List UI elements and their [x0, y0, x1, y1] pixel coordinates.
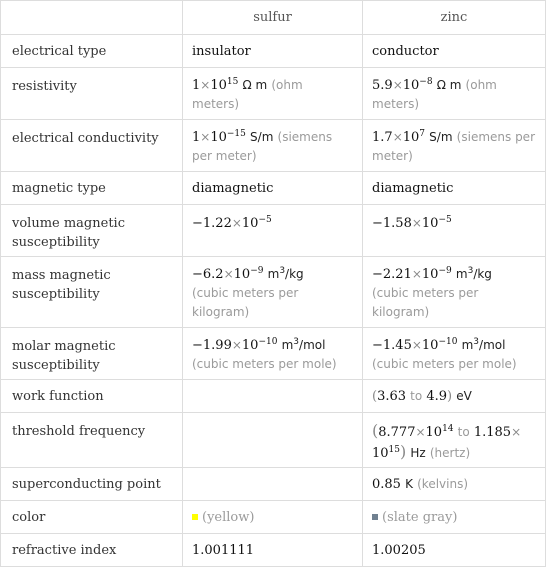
- sulfur-superconducting-point: [183, 468, 363, 501]
- value-unit: [268, 267, 304, 281]
- value-mantissa: −1.58: [372, 216, 412, 231]
- sulfur-threshold-frequency: [183, 413, 363, 468]
- range-to: to: [457, 425, 470, 439]
- unit-rest: /kg: [285, 267, 304, 281]
- close-paren: ): [447, 388, 453, 404]
- value-mantissa: 1: [192, 130, 201, 145]
- value-base: 10: [421, 216, 439, 231]
- color-swatch-icon: [192, 514, 198, 520]
- row-label: molar magnetic susceptibility: [1, 328, 183, 380]
- value-unit: [462, 338, 506, 352]
- unit-description: (cubic meters per mole): [192, 357, 337, 371]
- value-unit: Hz: [410, 446, 426, 460]
- row-label: work function: [1, 380, 183, 413]
- value-exponent: −5: [438, 215, 452, 225]
- times-sign: ×: [411, 338, 422, 352]
- value-number: 0.85: [372, 476, 401, 492]
- zinc-resistivity: [363, 68, 546, 120]
- unit-description: (ohm meters): [192, 78, 303, 111]
- zinc-refractive-index: 1.00205: [363, 534, 546, 567]
- value-unit: Ω m: [242, 78, 268, 92]
- value-exponent: −9: [250, 266, 264, 276]
- row-electrical-conductivity: [1, 120, 546, 172]
- value-base: 10: [210, 78, 227, 93]
- value-base: 10: [233, 267, 251, 282]
- unit-description: (siemens per meter): [372, 130, 535, 163]
- times-sign: ×: [392, 130, 403, 144]
- row-label: refractive index: [1, 534, 183, 567]
- value-exponent: −5: [258, 215, 272, 225]
- range-low-mantissa: 8.777: [378, 425, 416, 440]
- header-row: [1, 1, 546, 35]
- range-low: 3.63: [377, 388, 407, 404]
- range-high: 4.9: [426, 388, 448, 404]
- sulfur-mass-magnetic-susceptibility: [183, 257, 363, 328]
- unit-description: (siemens per meter): [192, 130, 333, 163]
- sulfur-magnetic-type: diamagnetic: [183, 172, 363, 205]
- row-electrical-type: [1, 35, 546, 68]
- row-color: [1, 501, 546, 534]
- row-superconducting-point: [1, 468, 546, 501]
- row-label: electrical type: [1, 35, 183, 68]
- row-volume-magnetic-susceptibility: [1, 205, 546, 257]
- value-unit: eV: [456, 388, 472, 403]
- row-threshold-frequency: [1, 413, 546, 468]
- range-low-base: 10: [425, 425, 443, 440]
- value-base: 10: [421, 338, 439, 353]
- times-sign: ×: [411, 216, 422, 230]
- value-mantissa: −1.45: [372, 338, 412, 353]
- zinc-color: [363, 501, 546, 534]
- zinc-molar-magnetic-susceptibility: [363, 328, 546, 380]
- times-sign: ×: [411, 267, 422, 281]
- value-mantissa: −1.22: [192, 216, 232, 231]
- unit-exponent: 3: [293, 337, 300, 347]
- value-base: 10: [210, 130, 227, 145]
- unit-rest: /kg: [473, 267, 492, 281]
- unit-base: m: [281, 338, 294, 352]
- zinc-superconducting-point: [363, 468, 546, 501]
- unit-description: (cubic meters per kilogram): [372, 286, 479, 319]
- value-mantissa: −6.2: [192, 267, 224, 282]
- row-label: magnetic type: [1, 172, 183, 205]
- unit-description: (cubic meters per mole): [372, 357, 517, 371]
- sulfur-volume-magnetic-susceptibility: [183, 205, 363, 257]
- sulfur-color: [183, 501, 363, 534]
- value-unit: Ω m: [436, 78, 462, 92]
- row-label: color: [1, 501, 183, 534]
- value-unit: K: [405, 476, 413, 491]
- unit-description: (cubic meters per kilogram): [192, 286, 299, 319]
- value-mantissa: −2.21: [372, 267, 412, 282]
- zinc-work-function: [363, 380, 546, 413]
- header-empty-cell: [1, 1, 183, 35]
- value-base: 10: [421, 267, 439, 282]
- row-label: superconducting point: [1, 468, 183, 501]
- times-sign: ×: [231, 338, 242, 352]
- unit-rest: /mol: [299, 338, 326, 352]
- range-low-exponent: 14: [442, 424, 454, 434]
- open-paren: (: [372, 388, 378, 404]
- color-name: (yellow): [202, 509, 255, 525]
- times-sign: ×: [200, 78, 211, 92]
- unit-exponent: 3: [279, 266, 286, 276]
- close-paren: ): [400, 442, 407, 461]
- row-mass-magnetic-susceptibility: [1, 257, 546, 328]
- zinc-threshold-frequency: [363, 413, 546, 468]
- zinc-mass-magnetic-susceptibility: [363, 257, 546, 328]
- row-label: electrical conductivity: [1, 120, 183, 172]
- value-unit: S/m: [429, 130, 453, 144]
- unit-base: m: [267, 267, 280, 281]
- row-work-function: [1, 380, 546, 413]
- value-base: 10: [402, 130, 420, 145]
- row-label: threshold frequency: [1, 413, 183, 468]
- value-mantissa: −1.99: [192, 338, 232, 353]
- times-sign: ×: [200, 130, 211, 144]
- value-base: 10: [241, 338, 259, 353]
- value-unit: S/m: [250, 130, 274, 144]
- sulfur-work-function: [183, 380, 363, 413]
- sulfur-resistivity: [183, 68, 363, 120]
- unit-base: m: [455, 267, 468, 281]
- times-sign: ×: [392, 78, 403, 92]
- range-high-mantissa: 1.185: [473, 425, 512, 440]
- value-exponent: −15: [226, 129, 246, 139]
- value-exponent: −10: [258, 337, 278, 347]
- value-exponent: −8: [419, 77, 433, 87]
- zinc-electrical-type: conductor: [363, 35, 546, 68]
- times-sign: ×: [231, 216, 242, 230]
- unit-description: (hertz): [429, 446, 471, 460]
- open-paren: (: [372, 421, 379, 440]
- header-sulfur: sulfur: [183, 1, 363, 35]
- zinc-electrical-conductivity: [363, 120, 546, 172]
- sulfur-electrical-type: insulator: [183, 35, 363, 68]
- zinc-magnetic-type: diamagnetic: [363, 172, 546, 205]
- unit-base: m: [461, 338, 474, 352]
- range-high-exponent: 15: [388, 445, 400, 455]
- times-sign: ×: [415, 425, 426, 439]
- unit-rest: /mol: [479, 338, 506, 352]
- times-sign: ×: [511, 425, 522, 439]
- value-mantissa: 5.9: [372, 78, 393, 93]
- unit-description: (ohm meters): [372, 78, 497, 111]
- row-magnetic-type: [1, 172, 546, 205]
- row-resistivity: [1, 68, 546, 120]
- value-base: 10: [241, 216, 259, 231]
- color-name: (slate gray): [382, 509, 458, 525]
- value-exponent: 15: [226, 77, 239, 87]
- value-exponent: −10: [438, 337, 458, 347]
- value-exponent: −9: [438, 266, 452, 276]
- value-unit: [456, 267, 492, 281]
- header-zinc: zinc: [363, 1, 546, 35]
- times-sign: ×: [223, 267, 234, 281]
- value-mantissa: 1.7: [372, 130, 393, 145]
- row-label: mass magnetic susceptibility: [1, 257, 183, 328]
- value-base: 10: [402, 78, 420, 93]
- value-exponent: 7: [419, 129, 426, 139]
- value-unit: [282, 338, 326, 352]
- sulfur-molar-magnetic-susceptibility: [183, 328, 363, 380]
- row-label: volume magnetic susceptibility: [1, 205, 183, 257]
- zinc-volume-magnetic-susceptibility: [363, 205, 546, 257]
- row-refractive-index: [1, 534, 546, 567]
- unit-description: (kelvins): [417, 476, 469, 491]
- range-to: to: [410, 388, 423, 403]
- sulfur-refractive-index: 1.001111: [183, 534, 363, 567]
- range-high-base: 10: [372, 446, 389, 461]
- unit-exponent: 3: [473, 337, 480, 347]
- row-molar-magnetic-susceptibility: [1, 328, 546, 380]
- color-swatch-icon: [372, 514, 378, 520]
- value-mantissa: 1: [192, 78, 201, 93]
- unit-exponent: 3: [467, 266, 474, 276]
- row-label: resistivity: [1, 68, 183, 120]
- sulfur-electrical-conductivity: [183, 120, 363, 172]
